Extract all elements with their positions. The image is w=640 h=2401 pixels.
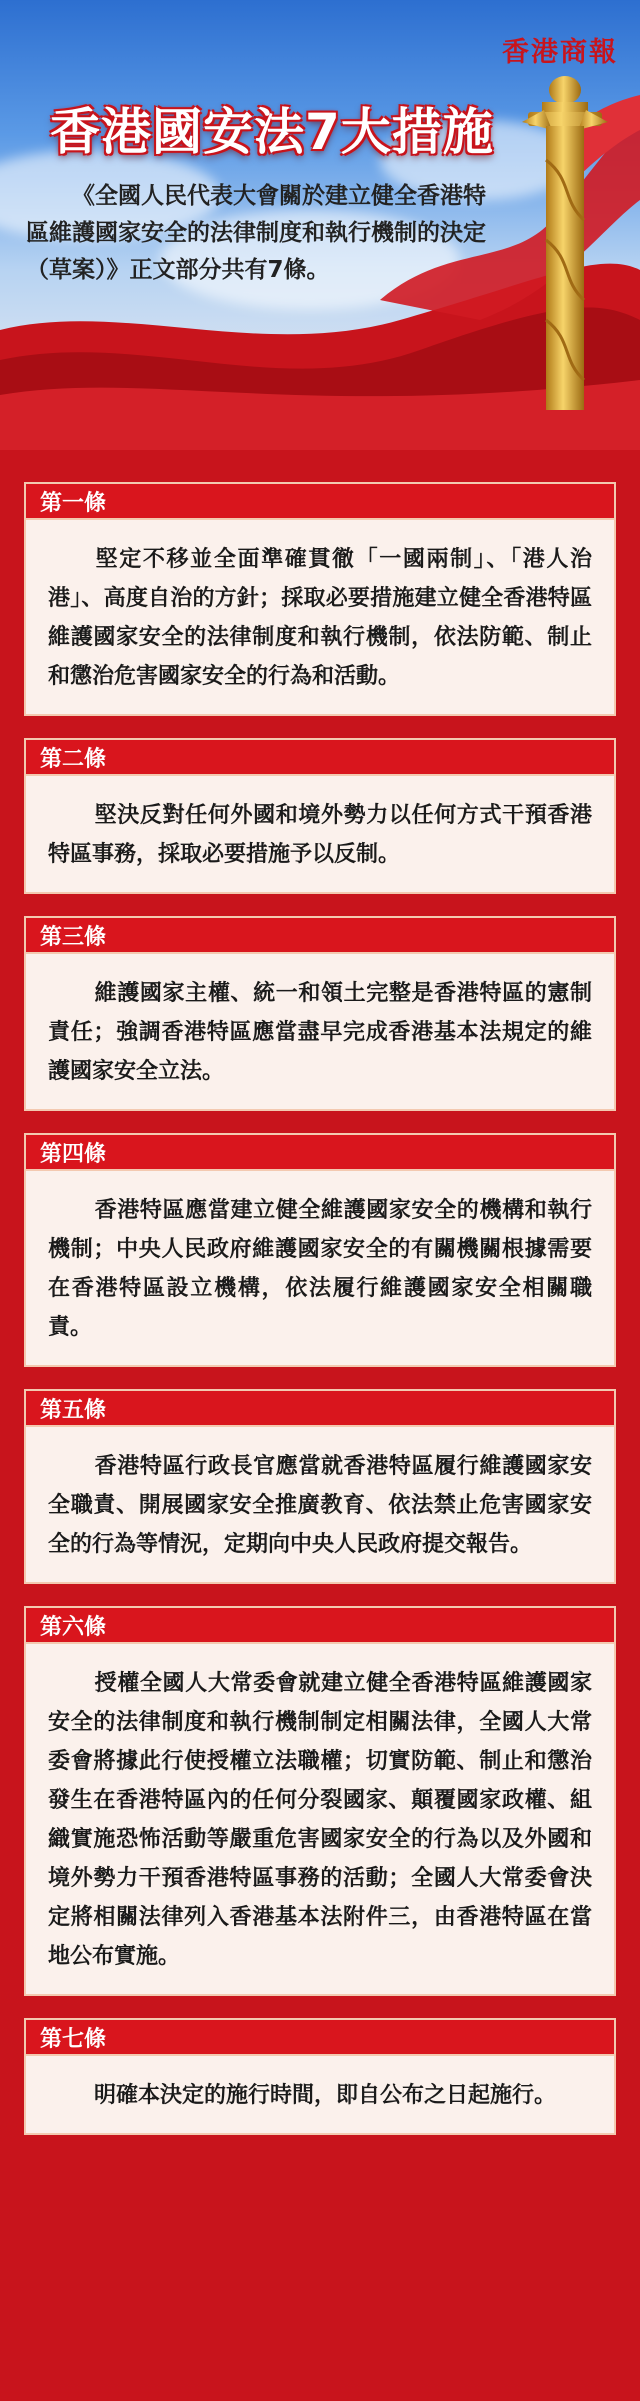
article-text-content: 授權全國人大常委會就建立健全香港特區維護國家安全的法律制度和執行機制制定相關法律，全國人大常委會將據此行使授權立法職權；切實防範、制止和懲治發生在香港特區內的任何分裂國家、顛覆國家政權、組織實施恐怖活動等嚴重危害國家安全的行為以及外國和境外勢力干預香港特區事務的活動；全國人大常委會決定將相關法律列入香港基本法附件三，由香港特區在當地公布實施。 — [48, 1671, 592, 1969]
article-body — [24, 1427, 616, 1584]
article-section — [0, 1389, 640, 1584]
article-body — [24, 776, 616, 894]
intro-text — [26, 178, 486, 289]
article-text — [48, 1447, 592, 1564]
article-title: 第三條 — [40, 924, 107, 950]
article-text-content: 堅決反對任何外國和境外勢力以任何方式干預香港特區事務，採取必要措施予以反制。 — [48, 803, 592, 867]
page-title: 香港國安法7大措施 — [50, 103, 494, 161]
article-section — [0, 2018, 640, 2135]
article-text-content: 明確本決定的施行時間，即自公布之日起施行。 — [94, 2083, 557, 2108]
huabiao-pillar-icon — [522, 70, 608, 410]
article-list — [0, 482, 640, 2157]
article-header — [24, 1133, 616, 1171]
article-title: 第四條 — [40, 1141, 107, 1167]
brand-logo: 香港商報 — [502, 37, 618, 68]
article-text-content: 堅定不移並全面準確貫徹「一國兩制」、「港人治港」、高度自治的方針；採取必要措施建立健全香港特區維護國家安全的法律制度和執行機制，依法防範、制止和懲治危害國家安全的行為和活動。 — [48, 547, 592, 689]
article-body — [24, 954, 616, 1111]
article-title: 第二條 — [40, 746, 107, 772]
article-title: 第一條 — [40, 490, 107, 516]
intro-body: 《全國人民代表大會關於建立健全香港特區維護國家安全的法律制度和執行機制的決定（草案）》正文部分共有7條。 — [26, 183, 486, 283]
article-title: 第七條 — [40, 2026, 107, 2052]
article-body — [24, 520, 616, 716]
article-section — [0, 1133, 640, 1367]
header-banner — [0, 0, 640, 450]
article-text — [48, 796, 592, 874]
article-text — [48, 540, 592, 696]
article-header — [24, 482, 616, 520]
article-header — [24, 738, 616, 776]
article-title: 第六條 — [40, 1614, 107, 1640]
article-text — [48, 2076, 592, 2115]
article-header — [24, 916, 616, 954]
article-header — [24, 1389, 616, 1427]
article-body — [24, 1644, 616, 1996]
article-header — [24, 1606, 616, 1644]
article-body — [24, 2056, 616, 2135]
article-text-content: 香港特區行政長官應當就香港特區履行維護國家安全職責、開展國家安全推廣教育、依法禁止危害國家安全的行為等情況，定期向中央人民政府提交報告。 — [48, 1454, 592, 1557]
article-section — [0, 916, 640, 1111]
article-text — [48, 1664, 592, 1976]
article-text-content: 維護國家主權、統一和領土完整是香港特區的憲制責任；強調香港特區應當盡早完成香港基本法規定的維護國家安全立法。 — [48, 981, 592, 1084]
article-title: 第五條 — [40, 1397, 107, 1423]
article-text-content: 香港特區應當建立健全維護國家安全的機構和執行機制；中央人民政府維護國家安全的有關機關根據需要在香港特區設立機構，依法履行維護國家安全相關職責。 — [48, 1198, 592, 1340]
article-section — [0, 1606, 640, 1996]
article-section — [0, 738, 640, 894]
article-text — [48, 1191, 592, 1347]
article-header — [24, 2018, 616, 2056]
article-body — [24, 1171, 616, 1367]
article-section — [0, 482, 640, 716]
article-text — [48, 974, 592, 1091]
